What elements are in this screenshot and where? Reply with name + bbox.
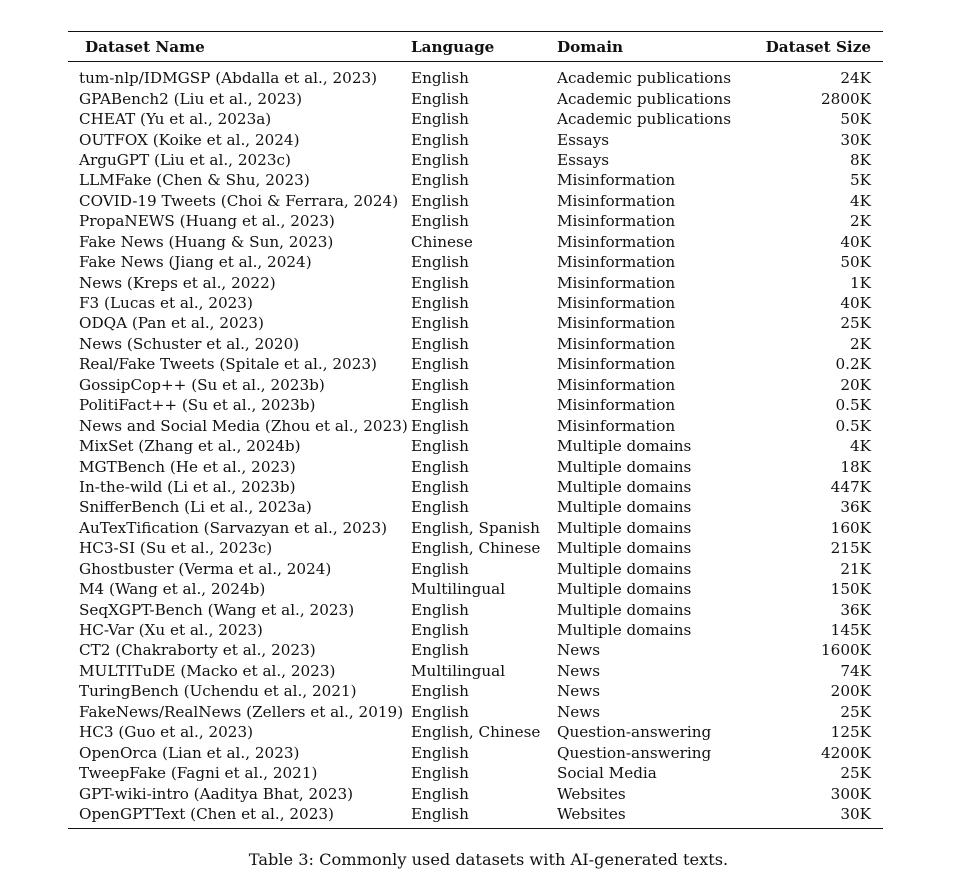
cell-language: English xyxy=(411,764,469,783)
cell-dataset-name: M4 (Wang et al., 2024b) xyxy=(79,580,266,599)
cell-language: English xyxy=(411,416,469,435)
cell-dataset-size: 150K xyxy=(830,580,871,599)
table-row xyxy=(68,477,883,497)
cell-dataset-size: 50K xyxy=(840,253,871,272)
cell-domain: Essays xyxy=(557,150,610,169)
table-row xyxy=(68,436,883,456)
cell-dataset-size: 36K xyxy=(840,600,871,619)
cell-dataset-size: 0.5K xyxy=(835,396,871,415)
table-row xyxy=(68,191,883,211)
table-body xyxy=(68,62,883,829)
cell-language: Multilingual xyxy=(411,661,506,680)
cell-language: English xyxy=(411,804,469,823)
table-row xyxy=(68,783,883,803)
table-row xyxy=(68,518,883,538)
cell-dataset-size: 25K xyxy=(840,702,871,721)
cell-language: English xyxy=(411,743,469,762)
cell-domain: Misinformation xyxy=(557,232,676,251)
cell-domain: Misinformation xyxy=(557,212,676,231)
table-row xyxy=(68,415,883,435)
table-row xyxy=(68,742,883,762)
table-row xyxy=(68,211,883,231)
cell-dataset-size: 4200K xyxy=(821,743,871,762)
cell-dataset-name: tum-nlp/IDMGSP (Abdalla et al., 2023) xyxy=(79,69,378,88)
cell-language: English xyxy=(411,641,469,660)
cell-dataset-name: CT2 (Chakraborty et al., 2023) xyxy=(79,641,316,660)
cell-dataset-size: 1600K xyxy=(821,641,871,660)
cell-domain: Multiple domains xyxy=(557,580,692,599)
table-row xyxy=(68,538,883,558)
table-row xyxy=(68,109,883,129)
cell-dataset-size: 145K xyxy=(830,621,871,640)
cell-domain: News xyxy=(557,661,601,680)
table-caption: Table 3: Commonly used datasets with AI-generated texts. xyxy=(248,850,729,869)
cell-dataset-size: 40K xyxy=(840,294,871,313)
cell-dataset-size: 200K xyxy=(830,682,871,701)
cell-domain: Question-answering xyxy=(557,723,712,742)
cell-dataset-name: News (Kreps et al., 2022) xyxy=(79,273,276,292)
table-row xyxy=(68,640,883,660)
cell-language: English xyxy=(411,171,469,190)
cell-domain: Question-answering xyxy=(557,743,712,762)
cell-dataset-size: 300K xyxy=(830,784,871,803)
cell-domain: Academic publications xyxy=(557,110,732,129)
cell-dataset-name: Ghostbuster (Verma et al., 2024) xyxy=(79,559,332,578)
cell-domain: Multiple domains xyxy=(557,498,692,517)
cell-dataset-name: OpenGPTText (Chen et al., 2023) xyxy=(79,804,334,823)
cell-dataset-name: OUTFOX (Koike et al., 2024) xyxy=(79,130,300,149)
cell-domain: Multiple domains xyxy=(557,518,692,537)
cell-domain: Misinformation xyxy=(557,273,676,292)
cell-domain: Academic publications xyxy=(557,89,732,108)
cell-domain: Misinformation xyxy=(557,416,676,435)
table-row xyxy=(68,313,883,333)
cell-dataset-name: GPT-wiki-intro (Aaditya Bhat, 2023) xyxy=(79,784,354,803)
cell-dataset-size: 25K xyxy=(840,764,871,783)
cell-language: English xyxy=(411,396,469,415)
cell-dataset-name: In-the-wild (Li et al., 2023b) xyxy=(79,477,296,496)
cell-domain: Multiple domains xyxy=(557,539,692,558)
cell-dataset-size: 30K xyxy=(840,804,871,823)
table-row xyxy=(68,293,883,313)
cell-dataset-size: 5K xyxy=(849,171,871,190)
cell-language: English xyxy=(411,253,469,272)
cell-domain: News xyxy=(557,702,601,721)
cell-dataset-size: 4K xyxy=(849,437,871,456)
cell-dataset-name: SnifferBench (Li et al., 2023a) xyxy=(79,498,312,517)
cell-language: Multilingual xyxy=(411,580,506,599)
table-row xyxy=(68,354,883,374)
cell-domain: Misinformation xyxy=(557,253,676,272)
cell-language: English, Chinese xyxy=(411,723,541,742)
table-row xyxy=(68,456,883,476)
cell-language: English xyxy=(411,191,469,210)
cell-domain: Misinformation xyxy=(557,375,676,394)
cell-dataset-name: ArguGPT (Liu et al., 2023c) xyxy=(79,150,291,169)
table-row xyxy=(68,375,883,395)
cell-dataset-name: TweepFake (Fagni et al., 2021) xyxy=(79,764,318,783)
header-row xyxy=(68,32,883,62)
cell-language: English xyxy=(411,334,469,353)
cell-domain: News xyxy=(557,641,601,660)
table-row xyxy=(68,334,883,354)
cell-domain: Misinformation xyxy=(557,294,676,313)
cell-language: English, Spanish xyxy=(411,518,540,537)
cell-language: English xyxy=(411,294,469,313)
cell-language: English xyxy=(411,621,469,640)
cell-dataset-name: HC3 (Guo et al., 2023) xyxy=(79,723,254,742)
cell-language: Chinese xyxy=(411,232,473,251)
table-row xyxy=(68,681,883,701)
cell-language: English xyxy=(411,498,469,517)
cell-dataset-name: MixSet (Zhang et al., 2024b) xyxy=(79,437,301,456)
cell-language: English xyxy=(411,559,469,578)
cell-language: English xyxy=(411,457,469,476)
cell-dataset-name: FakeNews/RealNews (Zellers et al., 2019) xyxy=(79,702,404,721)
cell-language: English xyxy=(411,682,469,701)
cell-dataset-size: 21K xyxy=(840,559,871,578)
cell-domain: Misinformation xyxy=(557,355,676,374)
cell-dataset-size: 4K xyxy=(849,191,871,210)
cell-domain: Academic publications xyxy=(557,69,732,88)
header-language: Language xyxy=(411,37,495,56)
cell-dataset-name: CHEAT (Yu et al., 2023a) xyxy=(79,110,272,129)
cell-domain: Multiple domains xyxy=(557,621,692,640)
cell-language: English xyxy=(411,784,469,803)
cell-dataset-name: MULTITuDE (Macko et al., 2023) xyxy=(79,661,336,680)
cell-dataset-size: 447K xyxy=(830,477,871,496)
cell-dataset-name: HC3-SI (Su et al., 2023c) xyxy=(79,539,273,558)
cell-language: English xyxy=(411,314,469,333)
cell-dataset-size: 20K xyxy=(840,375,871,394)
table-row xyxy=(68,395,883,415)
cell-domain: Multiple domains xyxy=(557,477,692,496)
cell-dataset-name: HC-Var (Xu et al., 2023) xyxy=(79,621,263,640)
cell-domain: Social Media xyxy=(557,764,657,783)
cell-dataset-size: 18K xyxy=(840,457,871,476)
cell-domain: Misinformation xyxy=(557,171,676,190)
cell-dataset-size: 8K xyxy=(849,150,871,169)
cell-dataset-name: AuTexTification (Sarvazyan et al., 2023) xyxy=(79,518,388,537)
cell-dataset-name: LLMFake (Chen & Shu, 2023) xyxy=(79,171,310,190)
cell-dataset-size: 0.2K xyxy=(835,355,871,374)
cell-dataset-name: ODQA (Pan et al., 2023) xyxy=(79,314,264,333)
cell-dataset-name: News and Social Media (Zhou et al., 2023) xyxy=(79,416,408,435)
header-domain: Domain xyxy=(557,37,624,56)
cell-dataset-size: 125K xyxy=(830,723,871,742)
cell-dataset-name: COVID-19 Tweets (Choi & Ferrara, 2024) xyxy=(79,191,399,210)
cell-language: English xyxy=(411,375,469,394)
cell-dataset-size: 2K xyxy=(849,334,871,353)
cell-language: English xyxy=(411,702,469,721)
cell-dataset-size: 30K xyxy=(840,130,871,149)
cell-language: English xyxy=(411,130,469,149)
cell-language: English xyxy=(411,212,469,231)
cell-dataset-name: SeqXGPT-Bench (Wang et al., 2023) xyxy=(79,600,355,619)
table-row xyxy=(68,150,883,170)
table-row xyxy=(68,232,883,252)
table-row xyxy=(68,702,883,722)
cell-language: English xyxy=(411,477,469,496)
header-dataset-name: Dataset Name xyxy=(85,37,205,56)
cell-dataset-name: Fake News (Jiang et al., 2024) xyxy=(79,253,312,272)
cell-dataset-name: GPABench2 (Liu et al., 2023) xyxy=(79,89,302,108)
cell-dataset-size: 74K xyxy=(840,661,871,680)
table-row xyxy=(68,599,883,619)
cell-domain: News xyxy=(557,682,601,701)
cell-dataset-size: 25K xyxy=(840,314,871,333)
datasets-table-container xyxy=(68,31,883,829)
cell-language: English xyxy=(411,69,469,88)
cell-domain: Misinformation xyxy=(557,191,676,210)
table-row xyxy=(68,722,883,742)
table-row xyxy=(68,88,883,108)
cell-language: English xyxy=(411,600,469,619)
cell-dataset-name: OpenOrca (Lian et al., 2023) xyxy=(79,743,300,762)
cell-dataset-name: News (Schuster et al., 2020) xyxy=(79,334,300,353)
cell-domain: Misinformation xyxy=(557,334,676,353)
cell-dataset-size: 160K xyxy=(830,518,871,537)
cell-dataset-size: 50K xyxy=(840,110,871,129)
cell-dataset-size: 40K xyxy=(840,232,871,251)
cell-dataset-name: Fake News (Huang & Sun, 2023) xyxy=(79,232,334,251)
cell-domain: Websites xyxy=(557,784,626,803)
table-row xyxy=(68,252,883,272)
cell-dataset-name: Real/Fake Tweets (Spitale et al., 2023) xyxy=(79,355,377,374)
cell-dataset-name: F3 (Lucas et al., 2023) xyxy=(79,294,253,313)
table-row xyxy=(68,579,883,599)
cell-dataset-name: TuringBench (Uchendu et al., 2021) xyxy=(79,682,357,701)
cell-dataset-size: 36K xyxy=(840,498,871,517)
cell-dataset-size: 0.5K xyxy=(835,416,871,435)
table-row xyxy=(68,129,883,149)
cell-domain: Websites xyxy=(557,804,626,823)
table-row xyxy=(68,559,883,579)
cell-domain: Multiple domains xyxy=(557,437,692,456)
table-row xyxy=(68,62,883,89)
cell-dataset-size: 1K xyxy=(849,273,871,292)
cell-domain: Essays xyxy=(557,130,610,149)
cell-domain: Multiple domains xyxy=(557,559,692,578)
table-row xyxy=(68,804,883,829)
table-header xyxy=(68,32,883,62)
cell-language: English xyxy=(411,437,469,456)
table-row xyxy=(68,661,883,681)
cell-language: English xyxy=(411,110,469,129)
table-row xyxy=(68,620,883,640)
cell-language: English xyxy=(411,150,469,169)
cell-dataset-size: 24K xyxy=(840,69,871,88)
cell-language: English xyxy=(411,273,469,292)
cell-language: English xyxy=(411,355,469,374)
table-row xyxy=(68,272,883,292)
table-row xyxy=(68,763,883,783)
table-row xyxy=(68,497,883,517)
cell-dataset-name: PolitiFact++ (Su et al., 2023b) xyxy=(79,396,316,415)
datasets-table xyxy=(68,31,883,829)
cell-domain: Misinformation xyxy=(557,396,676,415)
cell-dataset-size: 2800K xyxy=(821,89,871,108)
cell-language: English xyxy=(411,89,469,108)
cell-dataset-size: 2K xyxy=(849,212,871,231)
cell-dataset-name: PropaNEWS (Huang et al., 2023) xyxy=(79,212,335,231)
cell-dataset-size: 215K xyxy=(830,539,871,558)
cell-domain: Multiple domains xyxy=(557,600,692,619)
cell-domain: Misinformation xyxy=(557,314,676,333)
cell-domain: Multiple domains xyxy=(557,457,692,476)
cell-dataset-name: GossipCop++ (Su et al., 2023b) xyxy=(79,375,325,394)
cell-dataset-name: MGTBench (He et al., 2023) xyxy=(79,457,296,476)
table-row xyxy=(68,170,883,190)
header-dataset-size: Dataset Size xyxy=(765,37,871,56)
cell-language: English, Chinese xyxy=(411,539,541,558)
